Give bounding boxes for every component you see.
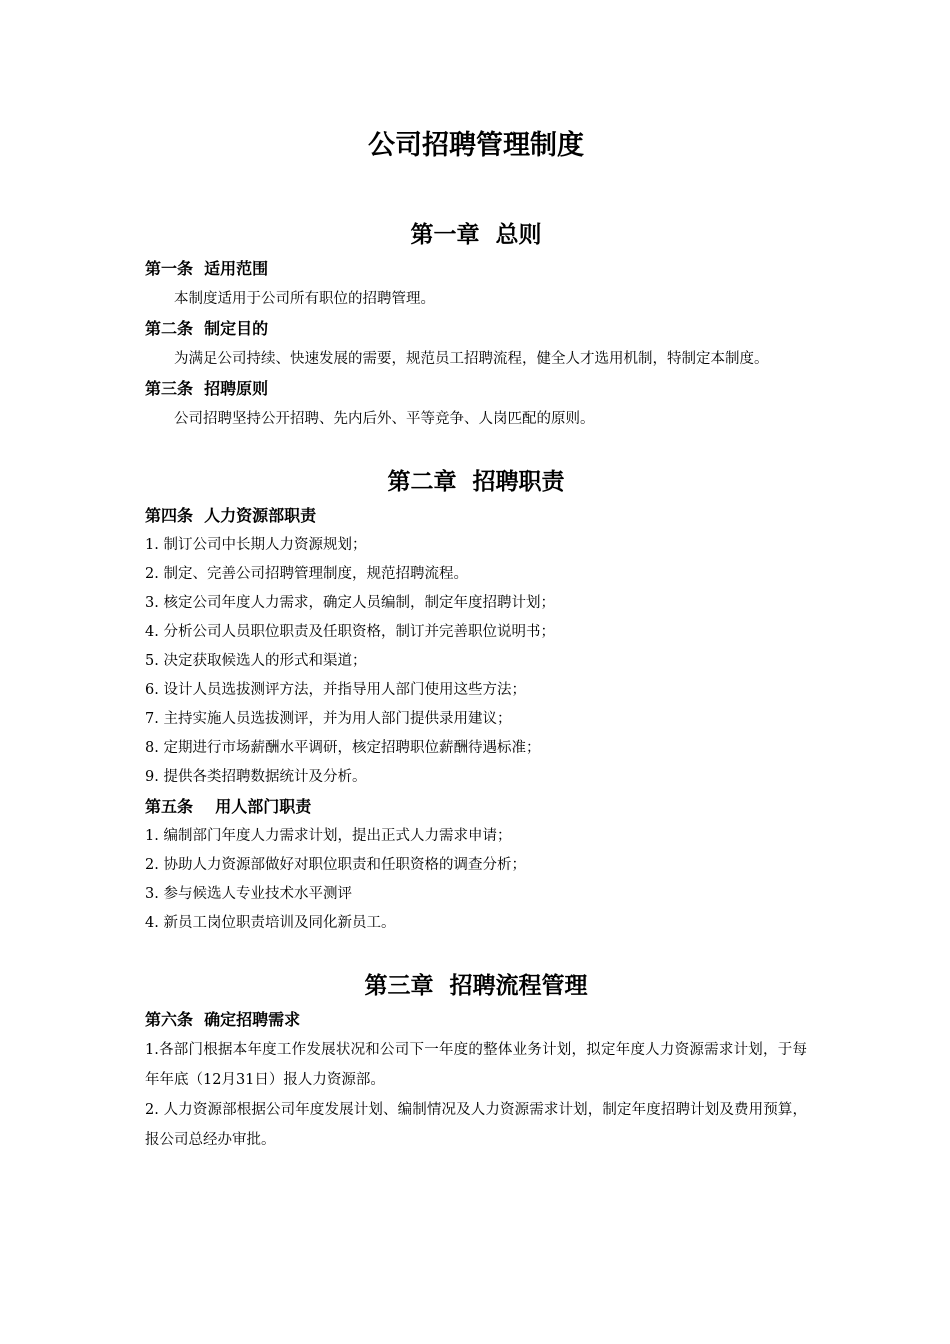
article-title: 第五条 用人部门职责 [145,797,312,816]
list-item [145,822,807,851]
article-paragraph: 公司招聘坚持公开招聘、先内后外、平等竞争、人岗匹配的原则。 [174,411,595,427]
article-title: 第二条 制定目的 [145,319,269,338]
list-text: 主持实施人员选拔测评，并为用人部门提供录用建议； [163,711,512,727]
list-number: 1. [145,828,159,844]
article-title: 第三条 招聘原则 [145,379,269,398]
list-number: 3. [145,886,159,902]
list-item [145,763,807,792]
list-item [145,676,807,705]
chapter-title: 第二章 招聘职责 [387,469,565,495]
list-text: 核定公司年度人力需求，确定人员编制，制定年度招聘计划； [163,595,555,611]
list-number: 3. [145,595,159,611]
list-number: 4. [145,915,159,931]
list-text: 分析公司人员职位职责及任职资格，制订并完善职位说明书； [163,624,555,640]
list-text: 参与候选人专业技术水平测评 [163,886,352,902]
list-item: 1.各部门根据本年度工作发展状况和公司下一年度的整体业务计划，拟定年度人力资源需求计划，于每年年底（12月31日）报人力资源部。 [145,1042,807,1088]
chapter-1 [145,218,807,434]
list-item [145,851,807,880]
list-item [145,705,807,734]
list-text: 协助人力资源部做好对职位职责和任职资格的调查分析； [163,857,526,873]
list-item: 2. 人力资源部根据公司年度发展计划、编制情况及人力资源需求计划，制定年度招聘计划及费用预算，报公司总经办审批。 [145,1102,807,1148]
list-text: 决定获取候选人的形式和渠道； [163,653,367,669]
article-title: 第一条 适用范围 [145,259,269,278]
list-number: 9. [145,769,159,785]
list-number: 2. [145,566,159,582]
list-number: 2. [145,857,159,873]
list-number: 7. [145,711,159,727]
list-number: 8. [145,740,159,756]
list-text: 设计人员选拔测评方法，并指导用人部门使用这些方法； [163,682,526,698]
list-item [145,880,807,909]
list-text: 新员工岗位职责培训及同化新员工。 [163,915,396,931]
article-title: 第四条 人力资源部职责 [145,506,317,525]
list-item [145,560,807,589]
list-number: 4. [145,624,159,640]
article-title: 第六条 确定招聘需求 [145,1010,301,1029]
list-item [145,647,807,676]
chapter-title: 第一章 总则 [410,222,542,248]
document-title: 公司招聘管理制度 [368,130,584,161]
list-text: 制定、完善公司招聘管理制度，规范招聘流程。 [163,566,468,582]
chapter-2 [145,465,807,938]
chapter-title: 第三章 招聘流程管理 [364,973,588,999]
list-number: 6. [145,682,159,698]
list-number: 1. [145,537,159,553]
list-item [145,531,807,560]
list-item [145,909,807,938]
article-paragraph: 为满足公司持续、快速发展的需要，规范员工招聘流程，健全人才选用机制，特制定本制度。 [174,351,769,367]
list-item [145,589,807,618]
list-number: 5. [145,653,159,669]
article-paragraph: 本制度适用于公司所有职位的招聘管理。 [174,291,435,307]
list-item [145,618,807,647]
list-text: 定期进行市场薪酬水平调研，核定招聘职位薪酬待遇标准； [163,740,541,756]
list-text: 提供各类招聘数据统计及分析。 [163,769,367,785]
list-text: 制订公司中长期人力资源规划； [163,537,367,553]
chapter-3 [145,969,807,1155]
list-item [145,734,807,763]
list-text: 编制部门年度人力需求计划，提出正式人力需求申请； [163,828,512,844]
